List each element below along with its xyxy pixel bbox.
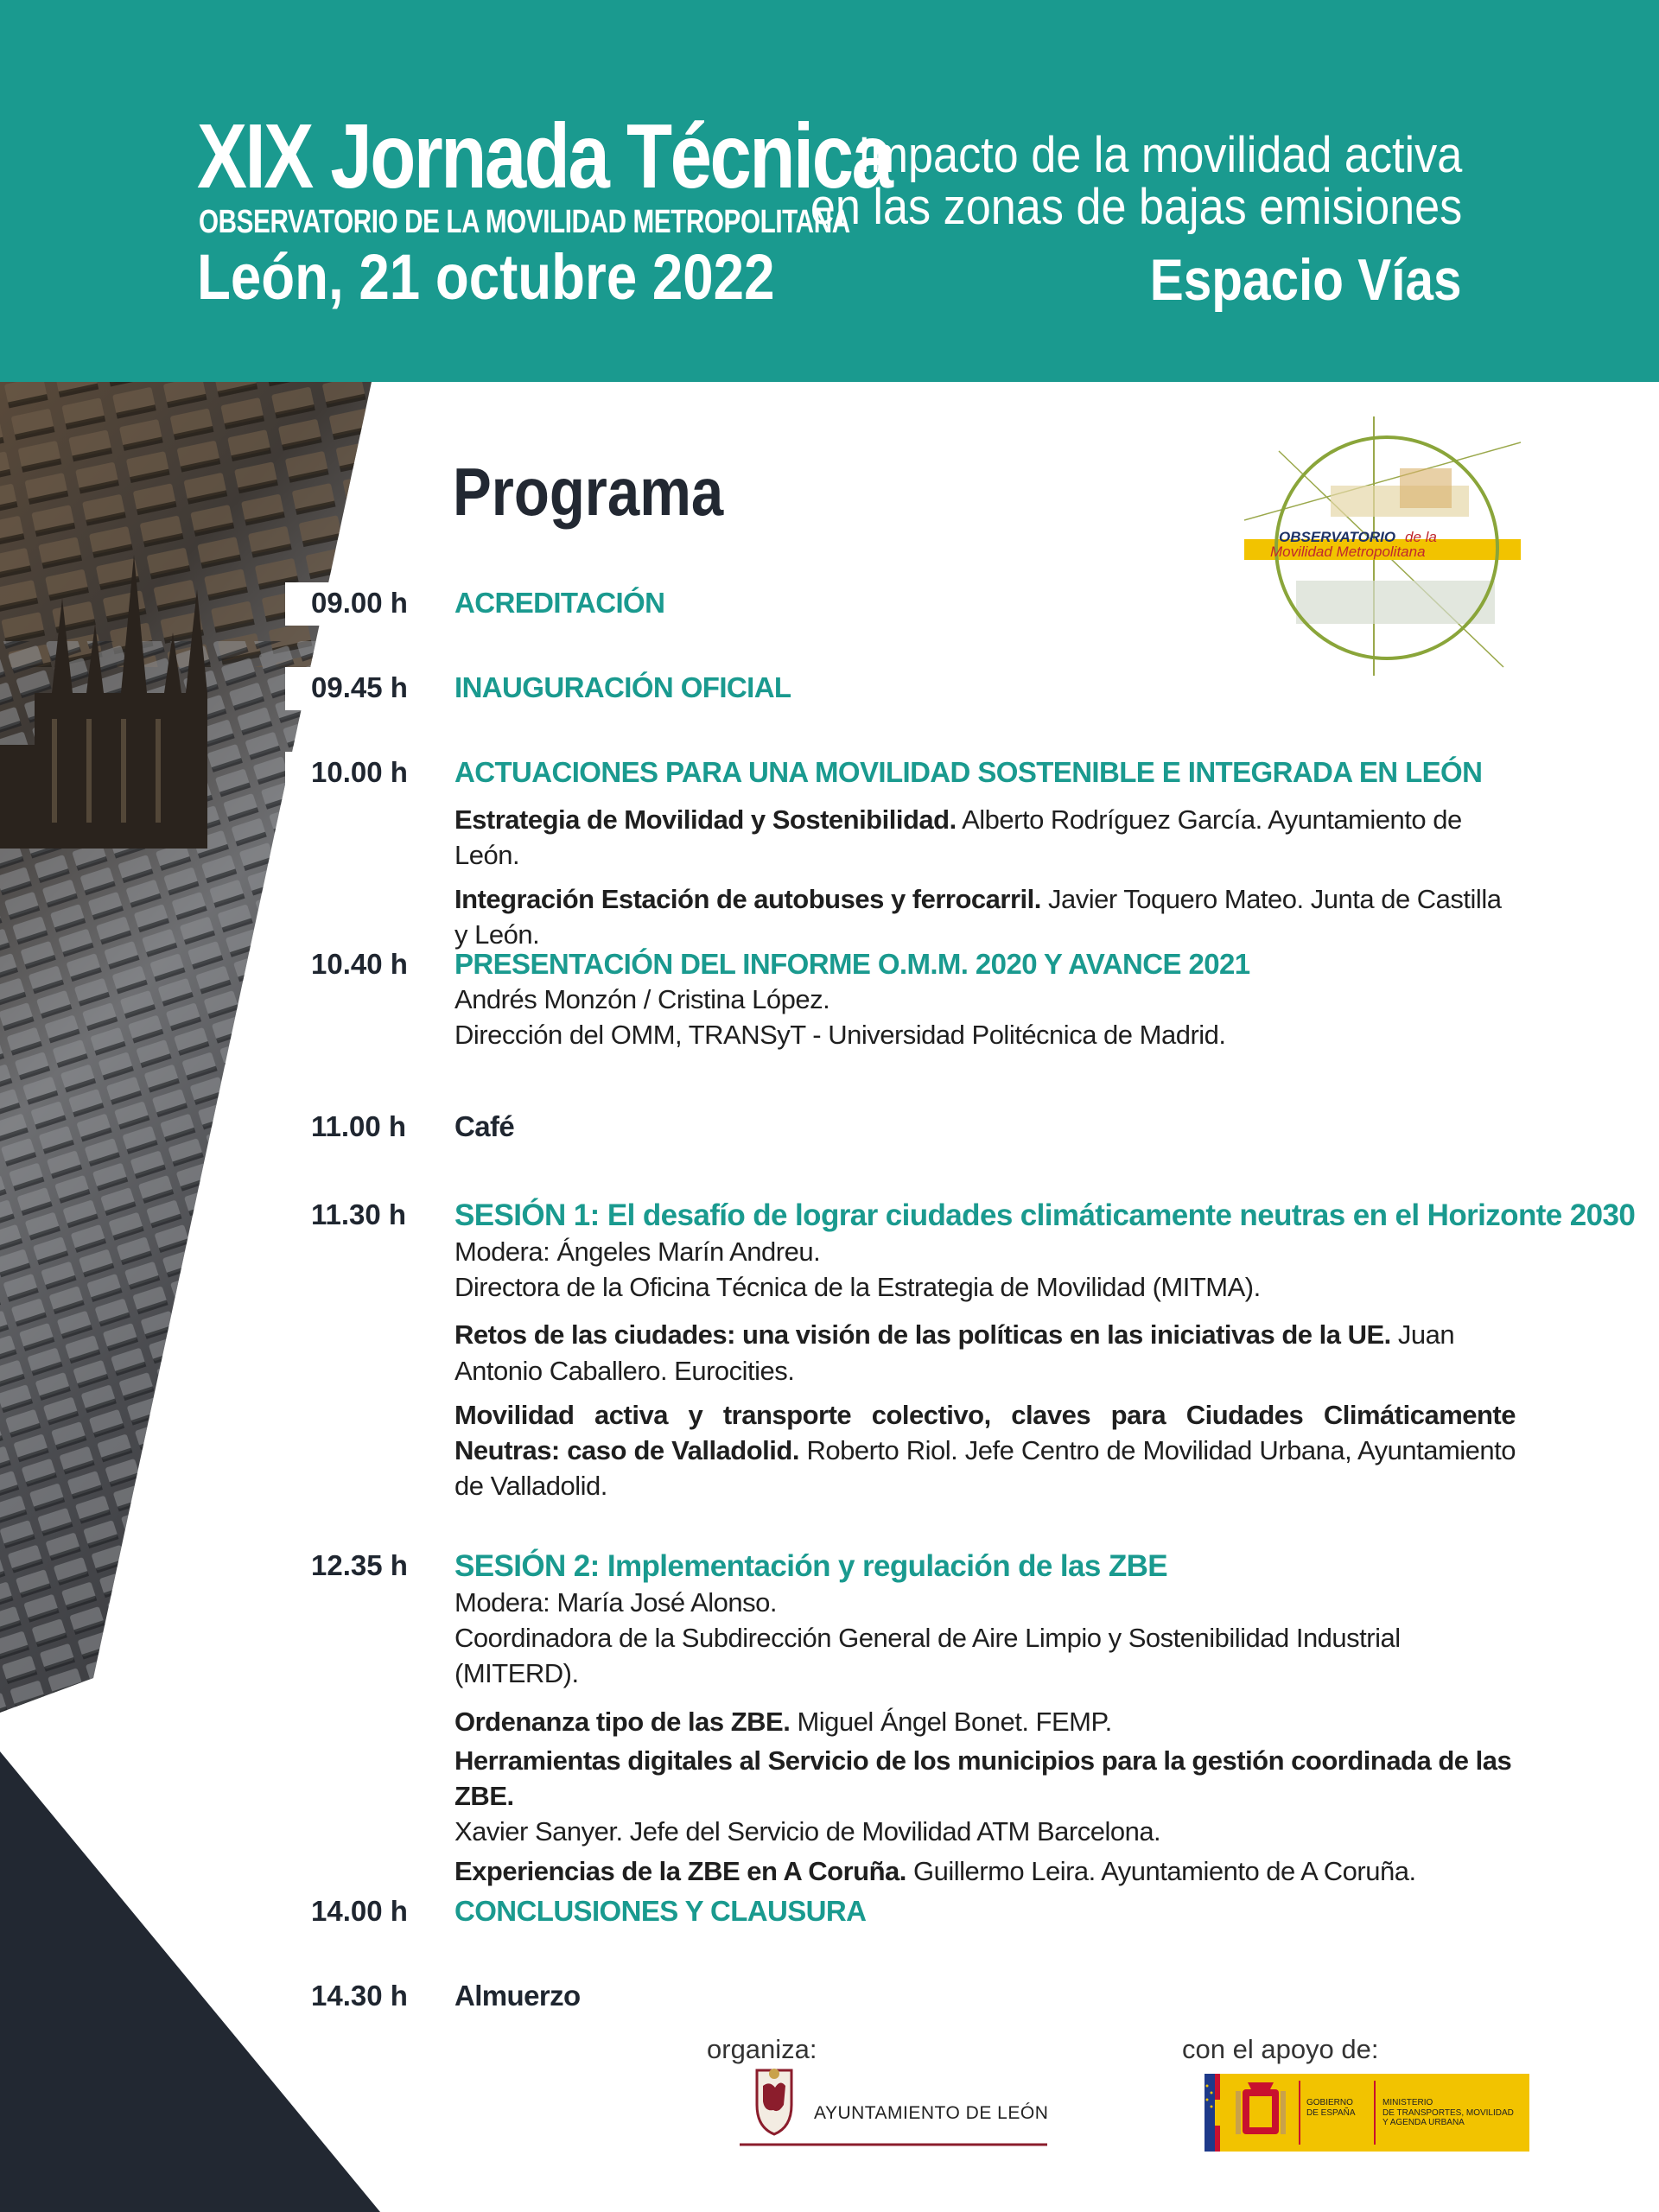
- program-title: Programa: [453, 454, 724, 530]
- talk-speaker: Roberto Riol. Jefe Centro de Movilidad Urbana, Ayuntamiento de Valladolid.: [454, 1435, 1516, 1502]
- event-subtitle: OBSERVATORIO DE LA MOVILIDAD METROPOLITANA: [199, 204, 850, 240]
- event-date: León, 21 octubre 2022: [197, 241, 775, 313]
- item-time: 10.40 h: [311, 948, 408, 980]
- item-time: 10.00 h: [311, 756, 408, 788]
- talk-title: Experiencias de la ZBE en A Coruña.: [454, 1855, 906, 1886]
- item-time: 12.35 h: [311, 1549, 408, 1581]
- talk-title: Integración Estación de autobuses y ferrocarril.: [454, 884, 1041, 915]
- talk: [454, 1853, 1517, 1889]
- talk: [454, 802, 1517, 873]
- organiza-name: AYUNTAMIENTO DE LEÓN: [814, 2103, 1049, 2123]
- item-heading: CONCLUSIONES Y CLAUSURA: [454, 1895, 867, 1927]
- omm-logo-line-1: OBSERVATORIO: [1279, 529, 1396, 545]
- talk-speaker: Miguel Ángel Bonet. FEMP.: [790, 1706, 1112, 1737]
- event-topic-line-2: en las zonas de bajas emisiones: [810, 179, 1462, 236]
- item-detail: Coordinadora de la Subdirección General de Aire Limpio y Sostenibilidad Industrial (MITERD).: [454, 1623, 1401, 1689]
- event-topic: [810, 127, 1462, 236]
- omm-logo: [1244, 416, 1521, 676]
- item-time: 09.45 h: [311, 671, 408, 703]
- talk-title: Ordenanza tipo de las ZBE.: [454, 1706, 791, 1737]
- item-heading: PRESENTACIÓN DEL INFORME O.M.M. 2020 Y AVANCE 2021: [454, 948, 1250, 980]
- item-heading: SESIÓN 1: El desafío de lograr ciudades climáticamente neutras en el Horizonte 2030: [454, 1198, 1636, 1232]
- ministerio-label: MINISTERIO DE TRANSPORTES, MOVILIDAD Y AGENDA URBANA: [1382, 2098, 1514, 2127]
- talk: [454, 1317, 1516, 1388]
- item-heading: ACTUACIONES PARA UNA MOVILIDAD SOSTENIBLE E INTEGRADA EN LEÓN: [454, 756, 1483, 788]
- gobierno-espana-logo: [1205, 2074, 1529, 2152]
- header-banner: [0, 0, 1659, 382]
- talk-speaker: Alberto Rodríguez García. Ayuntamiento de León.: [454, 804, 1462, 870]
- omm-logo-line-1b: de la: [1405, 529, 1437, 545]
- item-detail: Dirección del OMM, TRANSyT - Universidad Politécnica de Madrid.: [454, 1019, 1226, 1050]
- item-heading: ACREDITACIÓN: [454, 587, 665, 619]
- talk: [454, 881, 1517, 952]
- gobierno-label: GOBIERNO DE ESPAÑA: [1306, 2098, 1356, 2118]
- item-heading: SESIÓN 2: Implementación y regulación de las ZBE: [454, 1549, 1168, 1583]
- city-model-photo: [0, 382, 380, 2212]
- ayuntamiento-leon-logo: [740, 2063, 1047, 2148]
- talk-title: Retos de las ciudades: una visión de las políticas en las iniciativas de la UE.: [454, 1319, 1391, 1351]
- item-time: 09.00 h: [311, 587, 408, 619]
- event-topic-line-1: Impacto de la movilidad activa: [857, 127, 1462, 183]
- talk-title: Estrategia de Movilidad y Sostenibilidad.: [454, 804, 957, 835]
- item-heading: INAUGURACIÓN OFICIAL: [454, 671, 791, 703]
- item-detail: Directora de la Oficina Técnica de la Estrategia de Movilidad (MITMA).: [454, 1272, 1261, 1303]
- talk-speaker: Xavier Sanyer. Jefe del Servicio de Movilidad ATM Barcelona.: [454, 1816, 1161, 1847]
- event-title: XIX Jornada Técnica: [197, 105, 892, 207]
- talk: [454, 1397, 1516, 1504]
- talk-title: Herramientas digitales al Servicio de los municipios para la gestión coordinada de las ZBE.: [454, 1745, 1512, 1812]
- item-detail: Modera: María José Alonso.: [454, 1587, 777, 1618]
- item-time: 14.30 h: [311, 1980, 408, 2012]
- talk-title: Movilidad activa y transporte colectivo, claves para Ciudades Climáticamente Neutras: caso de Valladolid.: [454, 1399, 1516, 1466]
- talk-speaker: Javier Toquero Mateo. Junta de Castilla y León.: [454, 884, 1502, 950]
- apoyo-label: con el apoyo de:: [1182, 2034, 1379, 2064]
- omm-logo-line-2: Movilidad Metropolitana: [1270, 543, 1426, 560]
- item-detail: Andrés Monzón / Cristina López.: [454, 983, 830, 1014]
- talk-speaker: Guillermo Leira. Ayuntamiento de A Coruña.: [906, 1855, 1416, 1886]
- item-time: 11.30 h: [311, 1198, 407, 1230]
- organiza-label: organiza:: [707, 2034, 817, 2064]
- item-heading: Almuerzo: [454, 1980, 581, 2012]
- talk: [454, 1704, 1517, 1739]
- item-time: 14.00 h: [311, 1895, 408, 1927]
- item-heading: Café: [454, 1110, 515, 1142]
- talk: [454, 1743, 1517, 1814]
- event-venue: Espacio Vías: [1150, 247, 1462, 313]
- talk-speaker: Juan Antonio Caballero. Eurocities.: [454, 1319, 1455, 1386]
- item-time: 11.00 h: [311, 1110, 407, 1142]
- item-detail: Modera: Ángeles Marín Andreu.: [454, 1236, 821, 1267]
